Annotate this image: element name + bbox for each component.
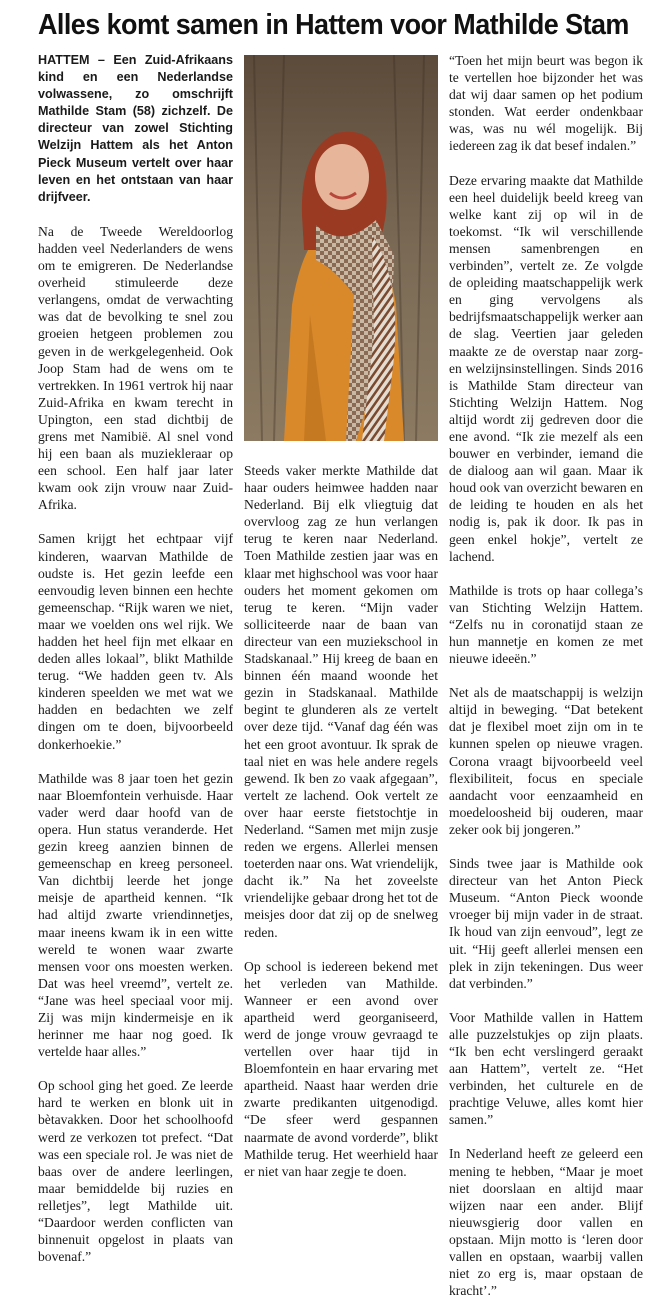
body-paragraph: Mathilde was 8 jaar toen het gezin naar Bloemfontein verhuisde. Haar vader werd daar hoofd van de opera. Hun status veranderde. Het gezin kreeg aanzien binnen de gemeenschap en kreeg personeel. Van dichtbij leerde het jonge meisje de apartheid kennen. “Ik had altijd zwarte vriendinnetjes, maar ineens kwam ik in een witte wereld te wonen waar zwarte mensen voor ons moesten werken. Dat was heel vreemd”, vertelt ze. “Jane was heel speciaal voor mij. Zij was mijn kindermeisje en ik herinner me haar nog goed. Ik vertelde haar alles.” — [38, 770, 233, 1060]
article-column-3 — [449, 52, 643, 1316]
article-column-2 — [244, 462, 438, 1197]
body-paragraph: Samen krijgt het echtpaar vijf kinderen, waarvan Mathilde de oudste is. Het gezin leefde een eenvoudig leven binnen een hechte gemeenschap. “Rijk waren we niet, maar we voelden ons wel rijk. We hadden het heel fijn met elkaar en deden alles lokaal”, blikt Mathilde terug. “We hadden geen tv. Als kinderen speelden we met wat we hadden en bedachten we zelf dingen om te doen, bijvoorbeeld donkerhoekie.” — [38, 531, 233, 752]
body-paragraph: Deze ervaring maakte dat Mathilde een heel duidelijk beeld kreeg van welke kant zij op wil in de toekomst. “Ik wil verschillende mensen samenbrengen en verbinden”, vertelt ze. Ze volgde de opleiding maatschappelijk werk en ging vervolgens als bedrijfsmaatschappelijk werker aan de slag. Veertien jaar geleden maakte ze de overstap naar zorg- en welzijnsinstellingen. Sinds 2016 is Mathilde Stam directeur van Stichting Welzijn Hattem. Nog altijd wordt zij gedreven door die ene avond. “Ik zie mezelf als een bouwer en verbinder, iemand die de dialoog aan wil gaan. Maar ik houd ook van overzicht bewaren en de leiding te houden en als het nodig is, pak ik door. Ik pas in geen enkel hokje”, vertelt ze lachend. — [449, 172, 643, 564]
lead-paragraph: HATTEM – Een Zuid-Afrikaans kind en een Nederlandse volwassene, zo omschrijft Mathilde Stam (58) zichzelf. De directeur van zowel Stichting Welzijn Hattem als het Anton Pieck Museum vertelt over haar leven en het ontstaan van haar drijfveer. — [38, 53, 233, 204]
body-paragraph: Na de Tweede Wereldoorlog hadden veel Nederlanders de wens om te emigreren. De Nederlandse overheid stimuleerde deze verlangens, omdat de verwachting was dat de bevolking te snel zou groeien hetgeen problemen zou geven in de werkgelegenheid. Ook Joop Stam had de wens om te vertrekken. In 1961 vertrok hij naar Zuid-Afrika en kwam terecht in Upington, een stad dichtbij de grens met Namibië. Al snel vond hij een baan als muziekleraar op een school. Een half jaar later kwam ook zijn vrouw naar Zuid-Afrika. — [38, 223, 233, 513]
body-paragraph: Net als de maatschappij is welzijn altijd in beweging. “Dat betekent dat je flexibel moet zijn om in te kunnen spelen op nieuwe vragen. Corona vraagt bijvoorbeeld veel flexibiliteit, focus en speciale aandacht voor eenzaamheid en moedeloosheid bij ouderen, maar zeker ook bij jongeren.” — [449, 685, 643, 837]
body-paragraph: Op school is iedereen bekend met het verleden van Mathilde. Wanneer er een avond over apartheid werd georganiseerd, werd de jonge vrouw gevraagd te vertellen over haar tijd in Bloemfontein en haar ervaring met apartheid. Naast haar werden drie zwarte predikanten uitgenodigd. “De sfeer werd gespannen naarmate de avond vorderde”, blikt Mathilde terug. Het weerhield haar er niet van haar zegje te doen. — [244, 958, 438, 1179]
body-paragraph: “Toen het mijn beurt was begon ik te vertellen hoe bijzonder het was dat wij daar samen op het podium stonden. Wat eerder ondenkbaar was, was nu wél mogelijk. Bij iedereen zag ik dat besef indalen.” — [449, 53, 643, 154]
portrait-illustration — [244, 55, 438, 441]
body-paragraph: Op school ging het goed. Ze leerde hard te werken en blonk uit in bètavakken. Door het schoolhoofd werd ze verkozen tot prefect. “Dat was een speciale rol. Je was niet de baas over de andere leerlingen, maar bemiddelde bij ruzies en relletjes”, legt Mathilde uit. “Daardoor werden conflicten van binnenuit opgelost in plaats van bovenaf.” — [38, 1078, 233, 1265]
headline: Alles komt samen in Hattem voor Mathilde Stam — [38, 9, 629, 41]
body-paragraph: Steeds vaker merkte Mathilde dat haar ouders heimwee hadden naar Nederland. Bij elk vliegtuig dat overvloog zag ze hun verlangen terug te keren naar Nederland. Toen Mathilde zestien jaar was en klaar met highschool was voor haar ouders het moment gekomen om terug te keren. “Mijn vader solliciteerde naar de baan van directeur van een muziekschool in Stadskanaal.” Hij kreeg de baan en binnen één maand woonde het gezin in Stadskanaal. Mathilde begint te glunderen als ze vertelt over deze tijd. “Vanaf dag één was het een groot avontuur. Ik sprak de taal niet en was hele andere regels gewend. Ik ben zo vaak afgegaan”, vertelt ze lachend. Ook vertelt ze over haar eerste fietstochtje in Nederland. “Samen met mijn zusje reden we ergens. Allerlei mensen toeterden naar ons. Wat vriendelijk, dacht ik.” Na het zoveelste vriendelijke gebaar drong het tot de meisjes door dat zij op de snelweg reden. — [244, 463, 438, 940]
body-paragraph: Mathilde is trots op haar collega’s van Stichting Welzijn Hattem. “Zelfs nu in coronatijd staan ze hun mannetje en komen ze met nieuwe ideeën.” — [449, 582, 643, 667]
body-paragraph: Sinds twee jaar is Mathilde ook directeur van het Anton Pieck Museum. “Anton Pieck woonde vroeger bij mijn vader in de straat. Ik houd van zijn eenvoud”, legt ze uit. “Hij geeft allerlei mensen een plek in zijn tekeningen. Dus weer dat verbinden.” — [449, 856, 643, 991]
article-column-1 — [38, 52, 233, 1282]
body-paragraph: Voor Mathilde vallen in Hattem alle puzzelstukjes op zijn plaats. “Ik ben echt verslingerd geraakt aan Hattem”, vertelt ze. “Het verbinden, het culturele en de prachtige Veluwe, alles komt hier samen.” — [449, 1009, 643, 1128]
body-paragraph: In Nederland heeft ze geleerd een mening te hebben, “Maar je moet niet doorslaan en altijd maar wijzen naar een ander. Blijf nieuwsgierig door vallen en opstaan. Mijn motto is ‘leren door vallen en opstaan, waarbij vallen niet zo erg is, maar opstaan de kracht’.” — [449, 1146, 643, 1299]
portrait-photo — [244, 55, 438, 441]
